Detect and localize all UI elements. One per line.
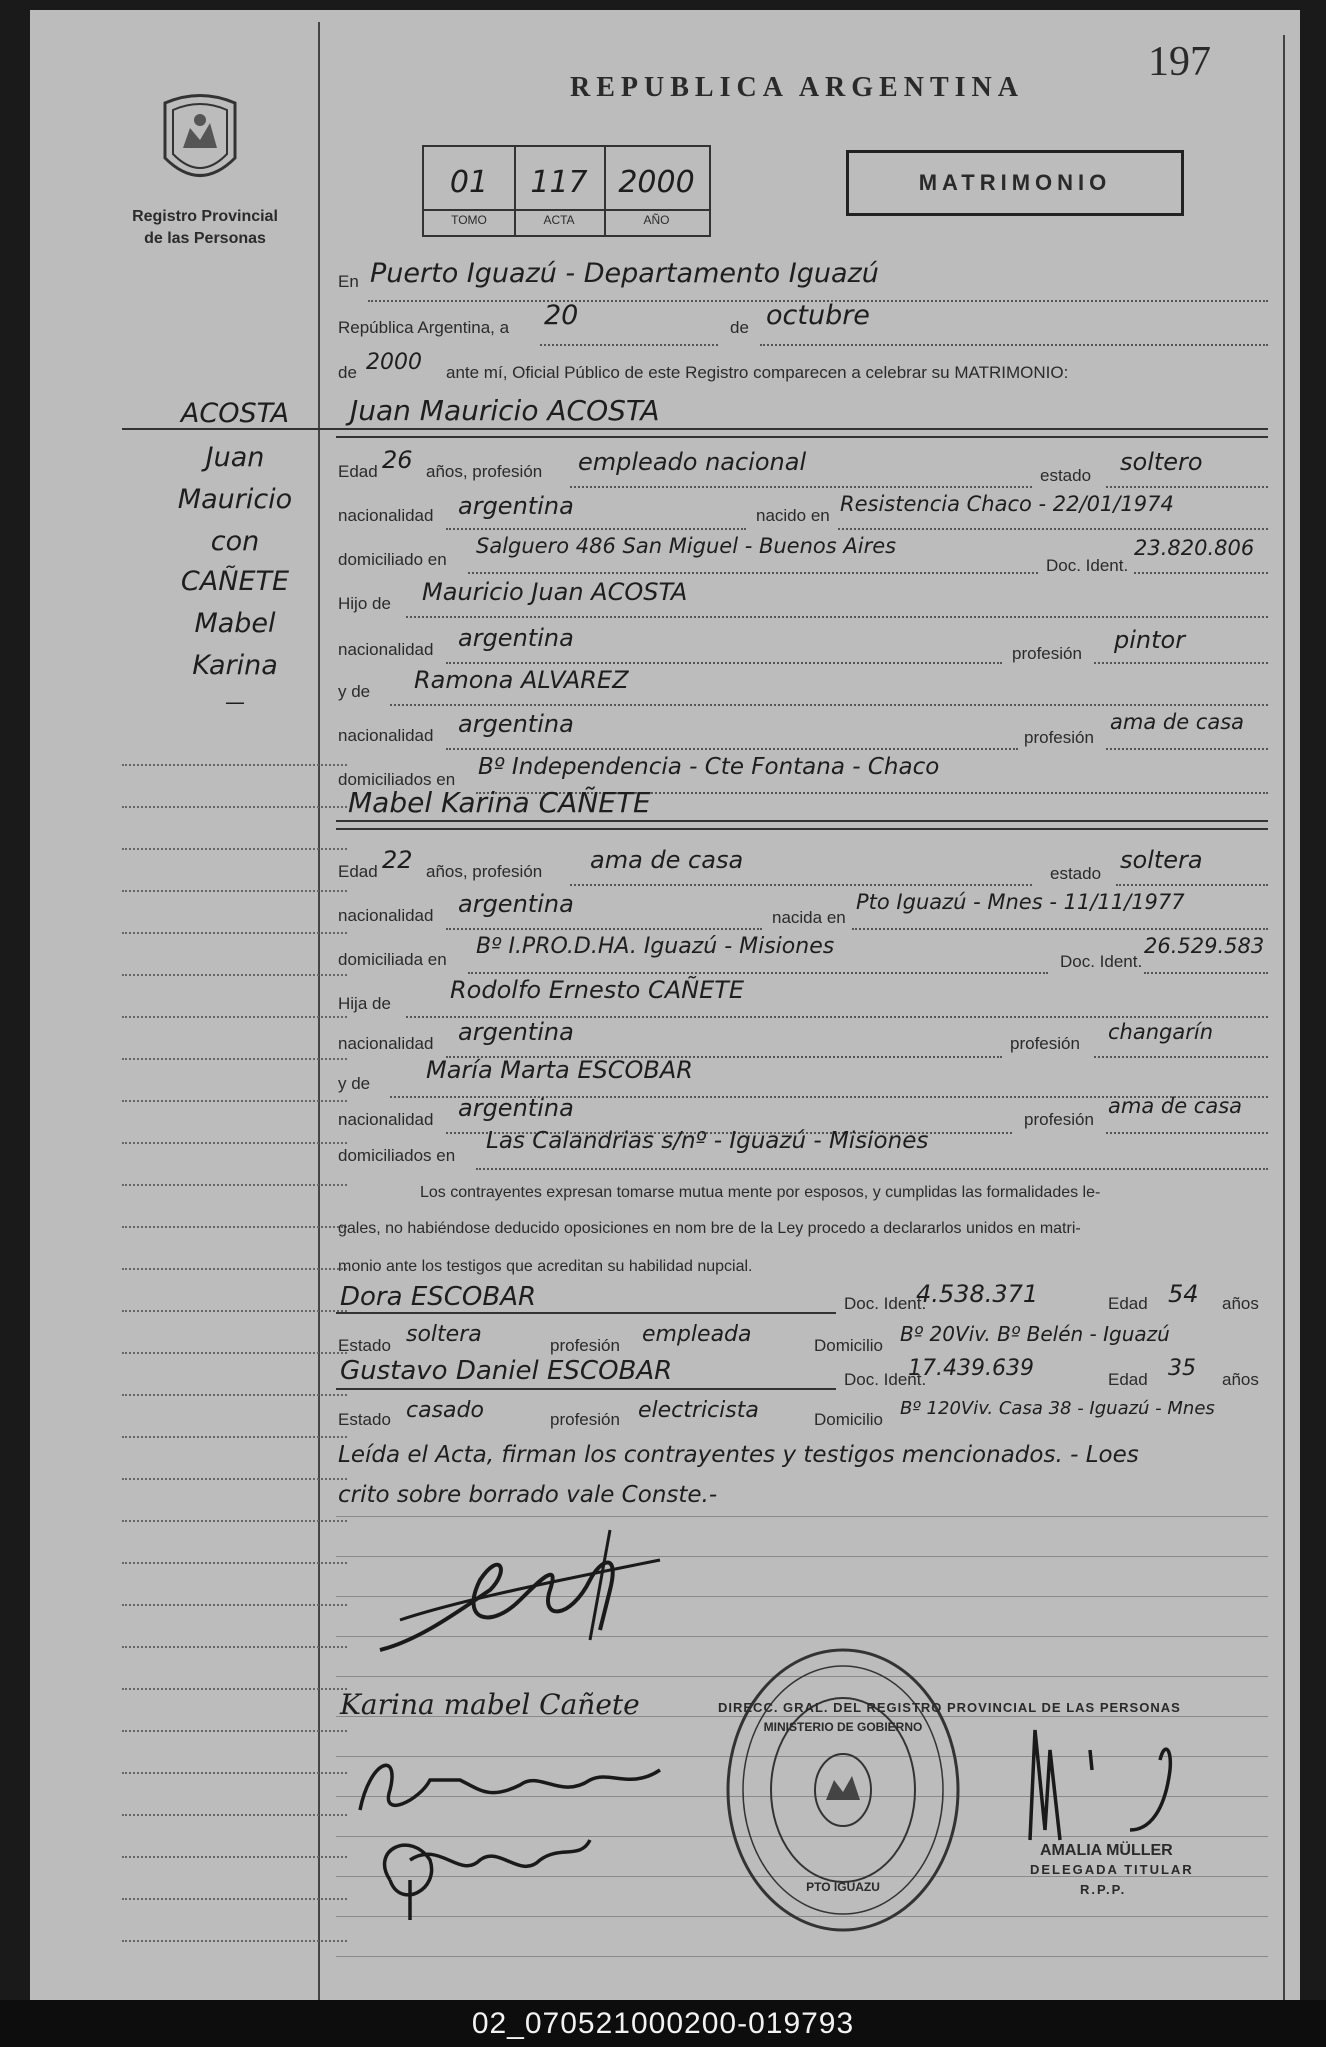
margin-line-3: Mauricio (177, 484, 293, 515)
margin-surname-groom: ACOSTA (180, 398, 290, 429)
groom-anos-label: años, profesión (426, 462, 543, 481)
anio-value: 2000 (618, 165, 695, 200)
groom-mother-label: y de (338, 682, 371, 701)
page-number: 197 (1148, 39, 1211, 85)
officer-title: DELEGADA TITULAR (1030, 1862, 1194, 1877)
bride-anos-label: años, profesión (426, 862, 543, 881)
right-border (1283, 35, 1285, 2000)
registry-name-line1: Registro Provincial (132, 208, 278, 225)
margin-surname-bride: CAÑETE (180, 566, 290, 597)
witness1-edad-label: Edad (1108, 1294, 1148, 1313)
margin-ruled-line (122, 1856, 347, 1858)
country-title: REPUBLICA ARGENTINA (570, 72, 1024, 103)
witness2-doc-label: Doc. Ident. (844, 1370, 927, 1389)
bride-mother: María Marta ESCOBAR (426, 1056, 693, 1084)
bride-profession: ama de casa (590, 846, 744, 874)
margin-ruled-line (122, 1520, 347, 1522)
bride-doc-label: Doc. Ident. (1060, 952, 1143, 971)
margin-ruled-line (122, 1898, 347, 1900)
groom-father-prof-label: profesión (1012, 644, 1082, 663)
bride-parents-addr-label: domiciliados en (338, 1146, 456, 1165)
bride-father-prof-label: profesión (1010, 1034, 1080, 1053)
bride-address: Bº I.PRO.D.HA. Iguazú - Misiones (476, 934, 835, 959)
groom-nacido-label: nacido en (756, 506, 830, 525)
margin-ruled-line (122, 1562, 347, 1564)
groom-nationality: argentina (458, 492, 574, 520)
bride-father-label: Hija de (338, 994, 391, 1013)
groom-mother-nat-label: nacionalidad (338, 726, 434, 745)
witness1-profession: empleada (642, 1322, 752, 1347)
groom-mother-prof-label: profesión (1024, 728, 1094, 747)
groom-address: Salguero 486 San Miguel - Buenos Aires (476, 534, 897, 558)
groom-signature-icon (360, 1520, 680, 1670)
margin-ruled-line (122, 1184, 347, 1186)
day: 20 (544, 300, 579, 331)
witness1-doc-label: Doc. Ident. (844, 1294, 927, 1313)
bride-mother-label: y de (338, 1074, 371, 1093)
margin-ruled-line (122, 1394, 347, 1396)
de-label: de (730, 318, 749, 337)
bride-domicilio-label: domiciliada en (338, 950, 447, 969)
tomo-label: TOMO (451, 213, 487, 227)
margin-ruled-line (122, 1646, 347, 1648)
margin-ruled-line (122, 1268, 347, 1270)
ruled-line (336, 1516, 1268, 1517)
margin-ruled-line (122, 1478, 347, 1480)
margin-ruled-line (122, 1688, 347, 1690)
groom-birth: Resistencia Chaco - 22/01/1974 (840, 492, 1174, 516)
bride-edad-label: Edad (338, 862, 378, 881)
groom-parents-addr-label: domiciliados en (338, 770, 456, 789)
witness2-domicilio-label: Domicilio (814, 1410, 883, 1429)
bride-nat-label: nacionalidad (338, 906, 434, 925)
margin-line-6: Mabel (194, 608, 276, 639)
month: octubre (766, 300, 870, 331)
witness2-name: Gustavo Daniel ESCOBAR (340, 1356, 673, 1386)
stamp-city-text: PTO IGUAZU (806, 1880, 880, 1894)
witness2-prof-label: profesión (550, 1410, 620, 1429)
margin-ruled-line (122, 890, 347, 892)
bride-nacida-label: nacida en (772, 908, 846, 927)
margin-ruled-line (122, 806, 347, 808)
closing-line1: Leída el Acta, firman los contrayentes y testigos mencionados. - Loes (338, 1442, 1139, 1468)
witness1-domicilio-label: Domicilio (814, 1336, 883, 1355)
groom-doc-label: Doc. Ident. (1046, 556, 1129, 575)
groom-age: 26 (382, 446, 413, 474)
bride-birth: Pto Iguazú - Mnes - 11/11/1977 (856, 890, 1185, 914)
margin-ruled-line (122, 1730, 347, 1732)
groom-civil-status: soltero (1120, 448, 1203, 476)
bride-mother-nat-label: nacionalidad (338, 1110, 434, 1129)
bride-civil-status: soltera (1120, 846, 1203, 874)
groom-mother-prof: ama de casa (1110, 710, 1245, 734)
republica-label: República Argentina, a (338, 318, 510, 337)
margin-ruled-line (122, 1772, 347, 1774)
bride-father-nat-label: nacionalidad (338, 1034, 434, 1053)
witness2-age: 35 (1168, 1356, 1196, 1381)
groom-profession: empleado nacional (578, 448, 807, 476)
margin-line-2: Juan (205, 442, 265, 473)
document-page (30, 10, 1300, 2000)
bride-doc: 26.529.583 (1144, 934, 1265, 958)
groom-father-label: Hijo de (338, 594, 391, 613)
officer-signature-icon (990, 1710, 1200, 1850)
year: 2000 (366, 350, 422, 375)
groom-nat-label: nacionalidad (338, 506, 434, 525)
acta-value: 117 (530, 165, 588, 200)
document-code-footer: 02_070521000200-019793 (0, 2000, 1326, 2047)
groom-domicilio-label: domiciliado en (338, 550, 447, 569)
margin-ruled-line (122, 1814, 347, 1816)
anio-label: AÑO (643, 213, 670, 227)
witness1-estado-label: Estado (338, 1336, 391, 1355)
groom-mother: Ramona ALVAREZ (414, 666, 629, 694)
margin-ruled-line (122, 848, 347, 850)
groom-mother-nat: argentina (458, 710, 574, 738)
margin-ruled-line (122, 1226, 347, 1228)
witness2-anos-label: años (1222, 1370, 1259, 1389)
witness1-signature-icon (340, 1740, 680, 1830)
margin-ruled-line (122, 1016, 347, 1018)
officer-org: R.P.P. (1080, 1882, 1127, 1897)
witness1-doc: 4.538.371 (916, 1280, 1039, 1308)
witness2-doc: 17.439.639 (908, 1356, 1034, 1381)
groom-name: Juan Mauricio ACOSTA (350, 394, 660, 427)
witness2-edad-label: Edad (1108, 1370, 1148, 1389)
witness1-anos-label: años (1222, 1294, 1259, 1313)
legal-text-line1: Los contrayentes expresan tomarse mutua mente por esposos, y cumplidas las formalidades le- (420, 1184, 1101, 1201)
province-seal-icon (155, 88, 245, 193)
margin-ruled-line (122, 932, 347, 934)
groom-edad-label: Edad (338, 462, 378, 481)
bride-parents-addr: Las Calandrias s/nº - Iguazú - Misiones (486, 1128, 929, 1154)
bride-mother-nat: argentina (458, 1094, 574, 1122)
witness2-status: casado (406, 1398, 484, 1423)
margin-ruled-line (122, 1100, 347, 1102)
witness1-address: Bº 20Viv. Bº Belén - Iguazú (900, 1322, 1170, 1346)
witness2-profession: electricista (638, 1398, 759, 1423)
groom-parents-addr: Bº Independencia - Cte Fontana - Chaco (478, 754, 940, 780)
legal-text-line2: gales, no habiéndose deducido oposiciones en nom bre de la Ley procedo a declararlos unidos en matri- (338, 1220, 1081, 1237)
officer-name: AMALIA MÜLLER (1040, 1842, 1173, 1859)
witness1-status: soltera (406, 1322, 482, 1347)
groom-father-prof: pintor (1114, 626, 1186, 654)
tomo-value: 01 (449, 165, 489, 200)
margin-ruled-line (122, 1352, 347, 1354)
place: Puerto Iguazú - Departamento Iguazú (370, 258, 879, 289)
margin-ruled-line (122, 1436, 347, 1438)
groom-father-nat: argentina (458, 624, 574, 652)
margin-ruled-line (122, 1058, 347, 1060)
legal-text-line3: monio ante los testigos que acreditan su habilidad nupcial. (338, 1258, 753, 1275)
de2-label: de (338, 363, 357, 382)
witness2-estado-label: Estado (338, 1410, 391, 1429)
acta-label: ACTA (543, 213, 575, 227)
bride-mother-prof: ama de casa (1108, 1094, 1243, 1118)
bride-estado-label: estado (1050, 864, 1102, 883)
record-type-box: MATRIMONIO (846, 150, 1184, 216)
en-label: En (338, 272, 359, 291)
stamp-outer-text: DIRECC. GRAL. DEL REGISTRO PROVINCIAL DE LAS PERSONAS (718, 1700, 1181, 1715)
witness2-address: Bº 120Viv. Casa 38 - Iguazú - Mnes (900, 1398, 1215, 1419)
record-id-box (422, 145, 711, 237)
groom-estado-label: estado (1040, 466, 1092, 485)
margin-ruled-line (122, 1310, 347, 1312)
bride-signature: Karina mabel Cañete (340, 1688, 640, 1721)
groom-father-nat-label: nacionalidad (338, 640, 434, 659)
margin-divider (318, 22, 320, 2002)
witness1-name: Dora ESCOBAR (340, 1282, 537, 1312)
bride-father-nat: argentina (458, 1018, 574, 1046)
stamp-inner-text: MINISTERIO DE GOBIERNO (763, 1720, 923, 1734)
ante-text: ante mí, Oficial Público de este Registro comparecen a celebrar su MATRIMONIO: (446, 363, 1069, 382)
witness2-signature-icon (350, 1820, 610, 1930)
margin-line-7: Karina (192, 650, 278, 681)
closing-line2: crito sobre borrado vale Conste.- (338, 1482, 718, 1508)
margin-line-8: — (225, 690, 245, 714)
witness1-age: 54 (1168, 1280, 1199, 1308)
margin-ruled-line (122, 1940, 347, 1942)
groom-father: Mauricio Juan ACOSTA (422, 578, 688, 606)
margin-ruled-line (122, 974, 347, 976)
registry-name-line2: de las Personas (144, 230, 266, 247)
bride-mother-prof-label: profesión (1024, 1110, 1094, 1129)
bride-father-prof: changarín (1108, 1020, 1214, 1044)
groom-doc: 23.820.806 (1134, 536, 1255, 560)
bride-father: Rodolfo Ernesto CAÑETE (450, 976, 745, 1004)
margin-ruled-line (122, 1604, 347, 1606)
bride-name: Mabel Karina CAÑETE (348, 786, 651, 819)
ruled-line (336, 1956, 1268, 1957)
margin-ruled-line (122, 1142, 347, 1144)
margin-line-4: con (210, 526, 260, 557)
margin-ruled-line (122, 764, 347, 766)
bride-nationality: argentina (458, 890, 574, 918)
witness1-prof-label: profesión (550, 1336, 620, 1355)
bride-age: 22 (382, 846, 413, 874)
